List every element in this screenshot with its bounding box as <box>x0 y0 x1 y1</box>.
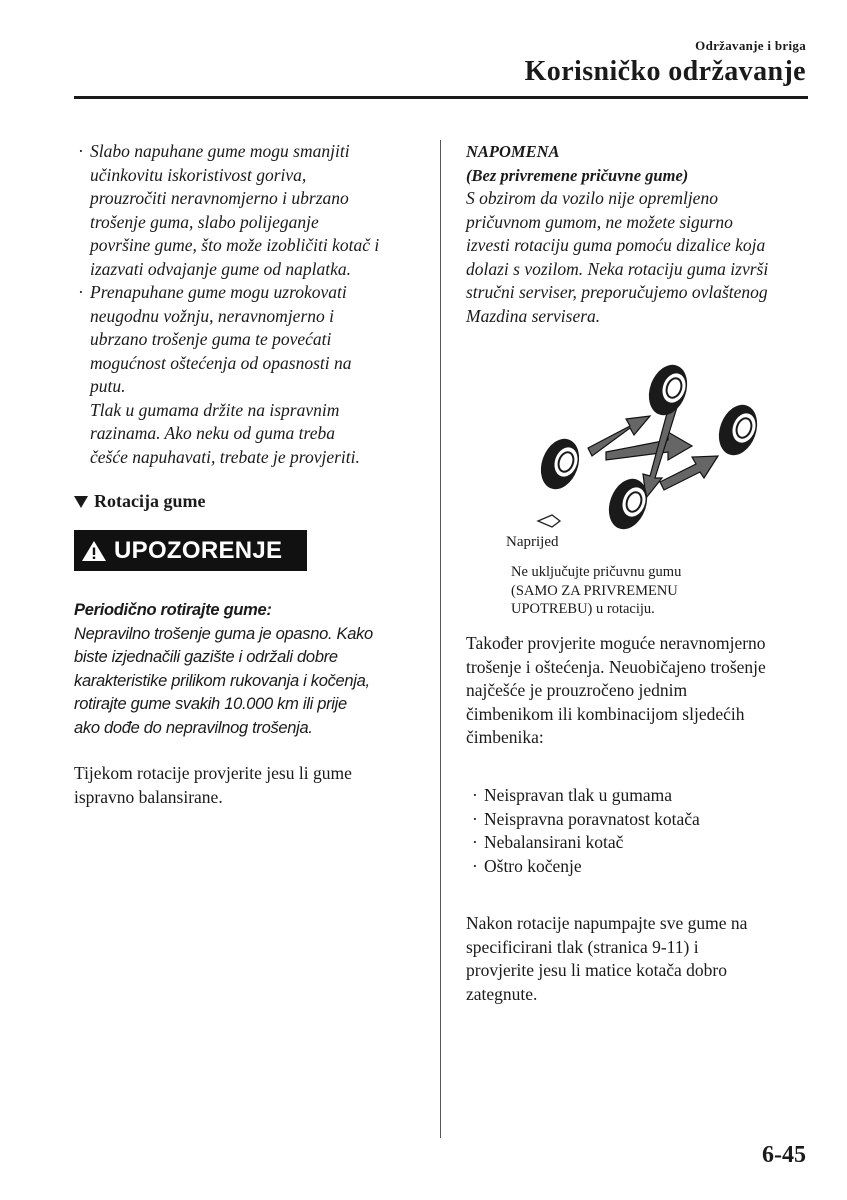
bullet-dot: · <box>472 808 478 829</box>
text-line: S obzirom da vozilo nije opremljeno <box>466 188 718 208</box>
text-line: Nakon rotacije napumpajte sve gume na <box>466 913 748 933</box>
text-line: zategnute. <box>466 983 538 1004</box>
subheading-text: Rotacija gume <box>94 491 206 511</box>
text-line: neugodnu vožnju, neravnomjerno i <box>90 305 334 326</box>
page-number: 6-45 <box>762 1142 806 1168</box>
bullet-dot: · <box>472 832 478 852</box>
forward-arrow-icon <box>538 515 560 527</box>
text-line: trošenje guma, slabo polijeganje <box>90 211 319 232</box>
bullet-text <box>90 281 419 469</box>
text-line: ako dođe do nepravilnog trošenja. <box>74 718 313 737</box>
list-item <box>466 855 811 879</box>
text-line: Tlak u gumama držite na ispravnim <box>90 399 340 420</box>
bullet-dot: · <box>472 785 478 805</box>
text-line: Nepravilno trošenje guma je opasno. Kako <box>74 624 373 643</box>
note-label: NAPOMENA <box>466 142 560 161</box>
triangle-down-icon <box>74 496 88 508</box>
text-line: pričuvnom gumom, ne možete sigurno <box>466 211 733 232</box>
text-line: učinkovitu iskoristivost goriva, <box>90 164 307 185</box>
wear-paragraph <box>466 632 811 750</box>
list-item <box>466 831 811 855</box>
warning-box <box>74 530 307 571</box>
page-title: Korisničko održavanje <box>524 56 806 87</box>
text-line: provjerite jesu li matice kotača dobro <box>466 960 727 980</box>
text-line: biste izjednačili gazište i održali dobre <box>74 648 338 666</box>
list-item-text: Nebalansirani kotač <box>484 832 624 852</box>
balance-paragraph <box>74 762 419 809</box>
bullet-dot: · <box>78 282 84 302</box>
text-line: rotirajte gume svakih 10.000 km ili prije <box>74 695 347 713</box>
text-line: specificirani tlak (stranica 9-11) i <box>466 936 699 957</box>
text-line: (SAMO ZA PRIVREMENU <box>511 582 678 599</box>
bullet-dot: · <box>78 141 84 161</box>
warning-label: UPOZORENJE <box>114 536 283 564</box>
list-item-text: Neispravan tlak u gumama <box>484 785 673 805</box>
subheading-rotation <box>74 491 419 512</box>
text-line: izvesti rotaciju guma pomoću dizalice koja <box>466 235 766 255</box>
list-item <box>466 784 811 808</box>
text-line: površine gume, što može izobličiti kotač i <box>90 235 380 255</box>
text-line: putu. <box>90 376 126 396</box>
causes-list <box>466 784 811 878</box>
text-line: karakteristike prilikom rukovanja i kočenja, <box>74 671 370 690</box>
text-line: češće napuhavati, trebate je provjeriti. <box>90 446 360 467</box>
tire-icon <box>534 433 586 494</box>
text-line: Mazdina servisera. <box>466 305 601 326</box>
list-item-text: Neispravna poravnatost kotača <box>484 808 700 829</box>
tire-icon <box>642 360 694 421</box>
text-line: Također provjerite moguće neravnomjerno <box>466 633 766 653</box>
tire-icon <box>712 399 764 460</box>
text-line: dolazi s vozilom. Neka rotaciju guma izvrši <box>466 258 769 279</box>
text-line: prouzročiti neravnomjerno i ubrzano <box>90 188 349 208</box>
pressure-paragraph <box>466 912 811 1006</box>
text-line: ubrzano trošenje guma te povećati <box>90 329 332 349</box>
text-line: mogućnost oštećenja od opasnosti na <box>90 352 352 373</box>
text-line: čimbenika: <box>466 727 544 747</box>
list-item <box>466 808 811 832</box>
text-line: najčešće je prouzročeno jednim <box>466 680 688 700</box>
left-column <box>74 140 419 809</box>
text-line: ispravno balansirane. <box>74 786 223 807</box>
diagram-forward-label: Naprijed <box>506 534 559 550</box>
note-block <box>466 140 811 328</box>
diagram-caption <box>511 563 741 619</box>
list-item <box>74 281 419 469</box>
list-item <box>74 140 419 281</box>
text-line: Tijekom rotacije provjerite jesu li gume <box>74 763 352 783</box>
text-line: Prenapuhane gume mogu uzrokovati <box>90 282 347 302</box>
text-line: izazvati odvajanje gume od naplatka. <box>90 258 352 279</box>
header-rule <box>74 96 808 99</box>
text-line: čimbenikom ili kombinacijom sljedećih <box>466 703 745 724</box>
warning-body <box>74 599 419 740</box>
text-line: Ne uključujte pričuvnu gumu <box>511 564 682 580</box>
bullet-dot: · <box>472 855 478 876</box>
warning-heading: Periodično rotirajte gume: <box>74 601 272 619</box>
section-name: Održavanje i briga <box>695 38 806 53</box>
note-subtitle: (Bez privremene pričuvne gume) <box>466 165 689 185</box>
tire-pressure-bullets <box>74 140 419 469</box>
warning-icon <box>74 530 114 571</box>
text-line: razinama. Ako neku od guma treba <box>90 423 335 443</box>
text-line: Slabo napuhane gume mogu smanjiti <box>90 141 350 161</box>
bullet-text <box>90 140 419 281</box>
text-line: stručni serviser, preporučujemo ovlaštenog <box>466 282 768 302</box>
list-item-text: Oštro kočenje <box>484 855 582 876</box>
text-line: trošenje i oštećenja. Neuobičajeno trošenje <box>466 656 766 677</box>
rotation-arrows <box>588 402 718 498</box>
text-line: UPOTREBU) u rotaciju. <box>511 601 655 617</box>
column-divider <box>440 140 441 1138</box>
